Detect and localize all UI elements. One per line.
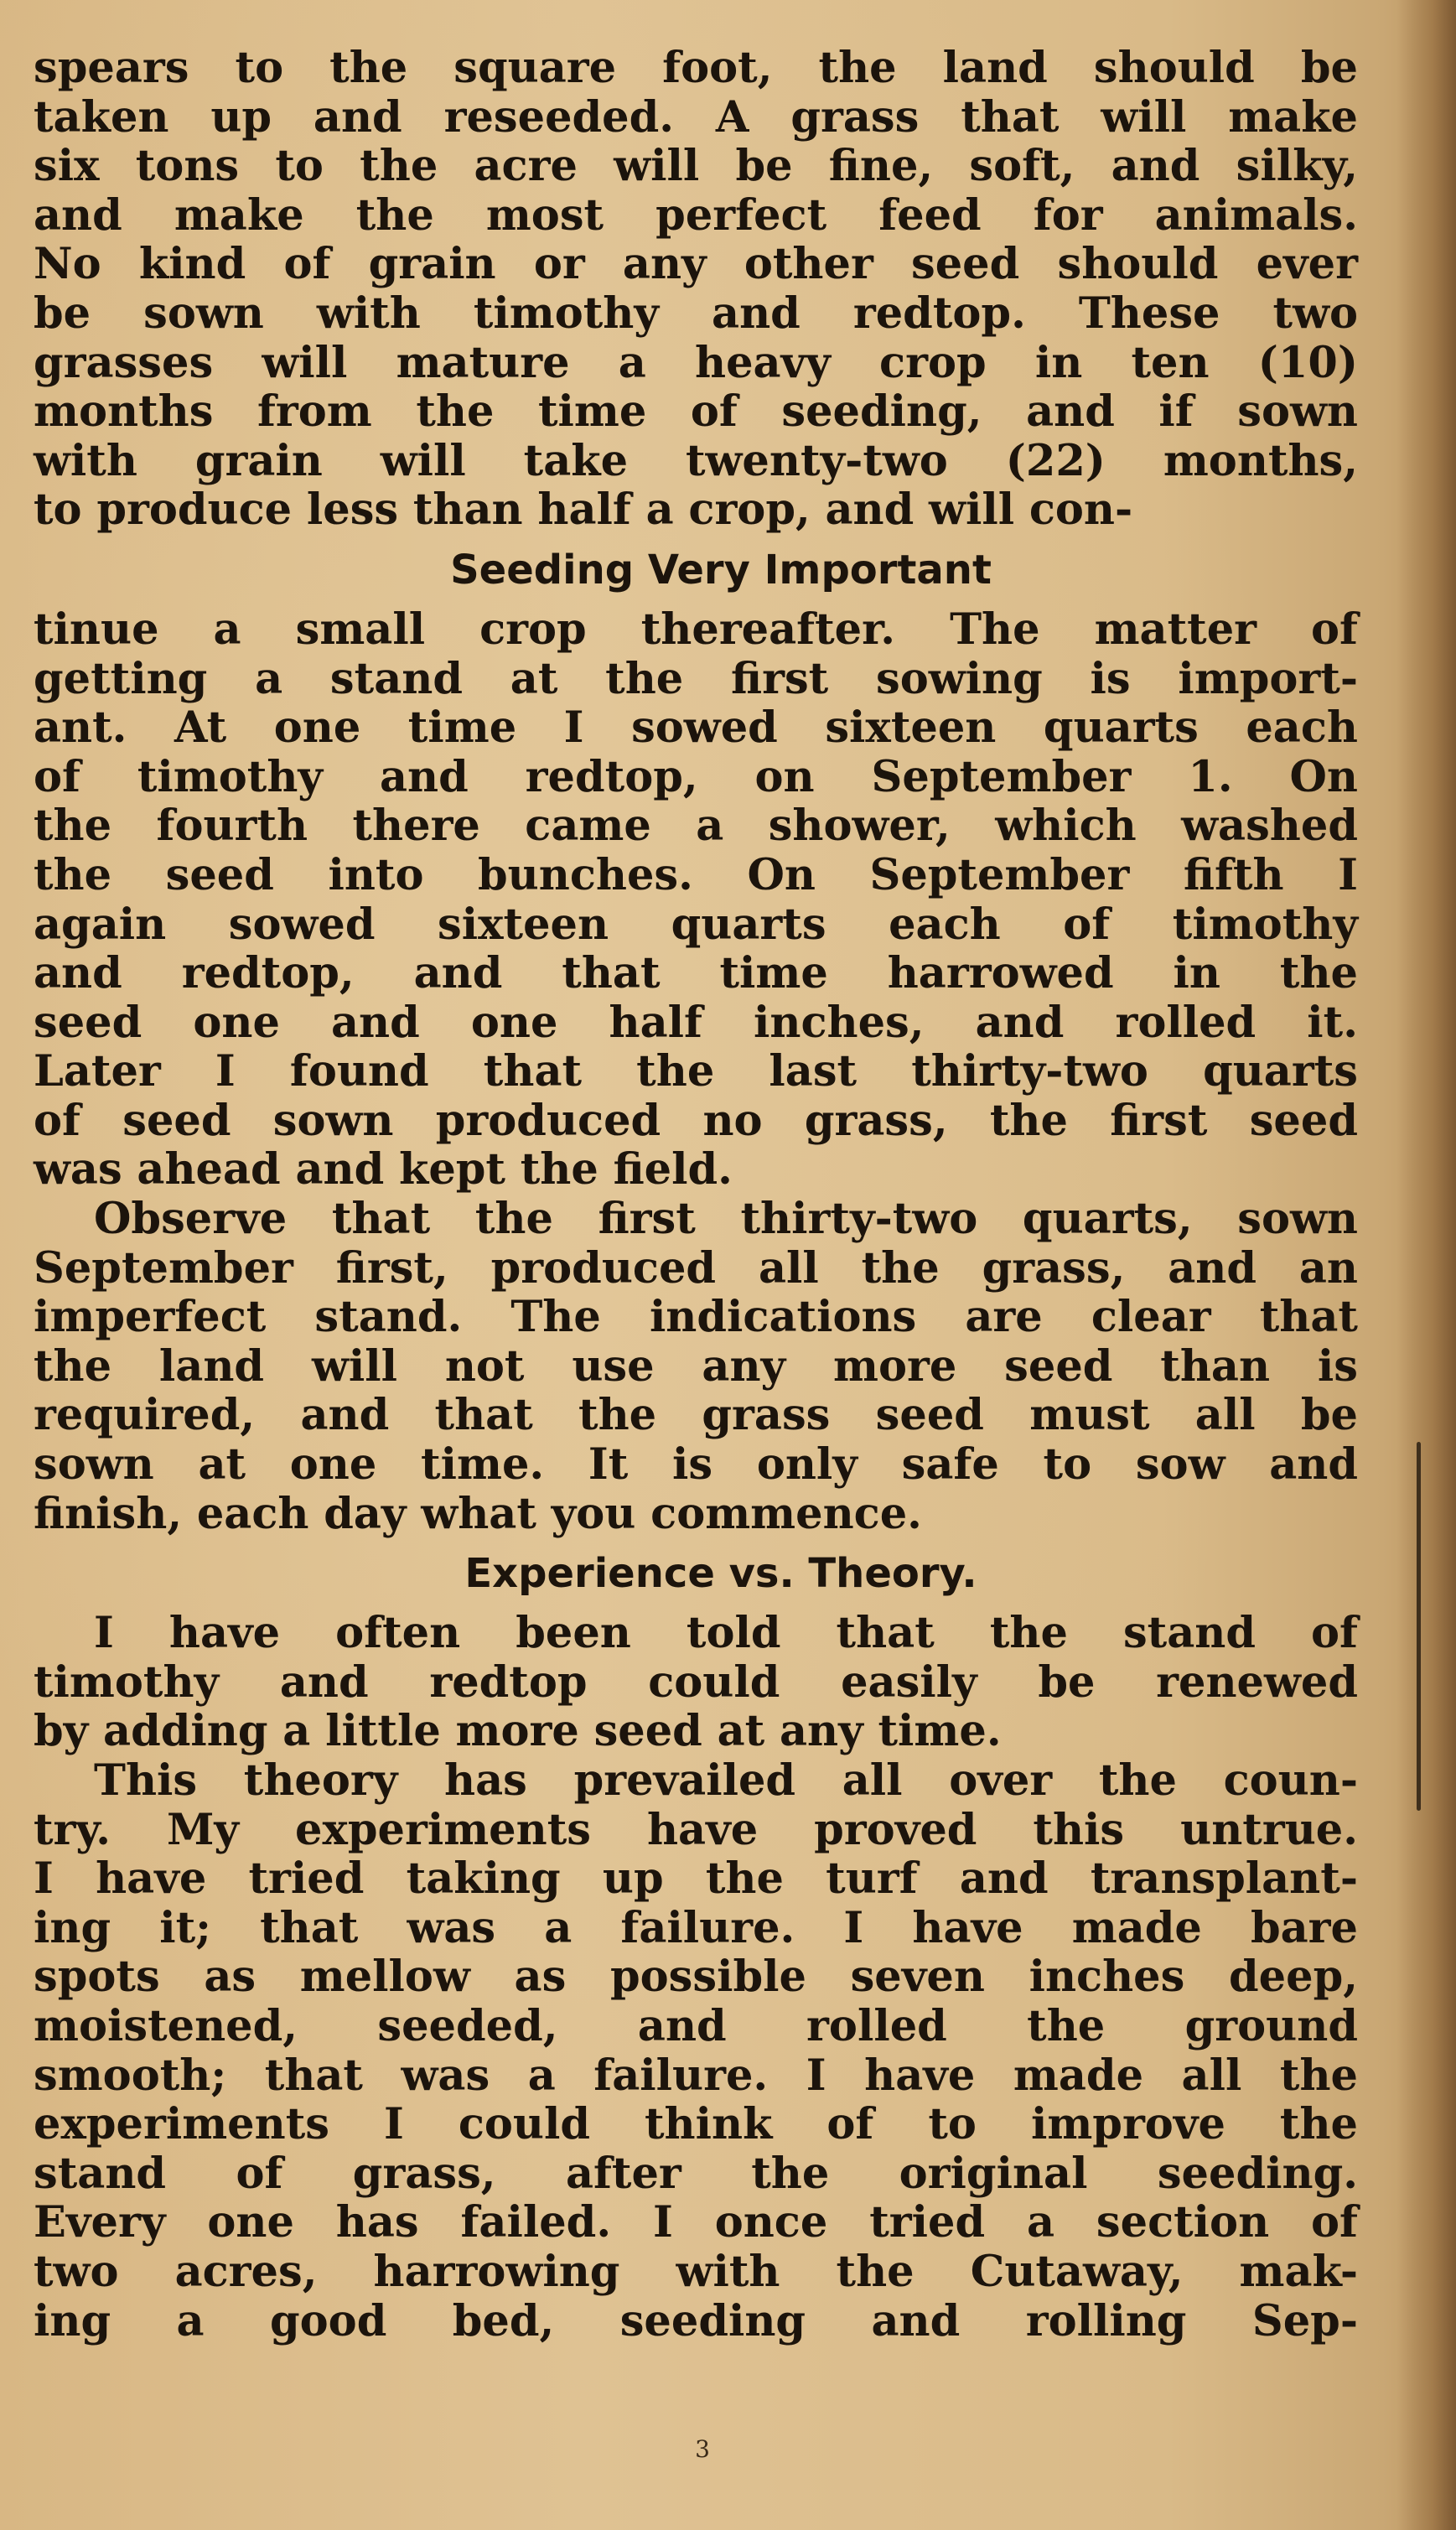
- text-line: spots as mellow as possible seven inches deep,: [34, 1952, 1358, 2003]
- text-line: months from the time of seeding, and if sown: [34, 386, 1358, 438]
- text-line: ing it; that was a failure. I have made bare: [34, 1902, 1358, 1953]
- text-line: try. My experiments have proved this untrue.: [34, 1804, 1358, 1855]
- text-line: was ahead and kept the field.: [34, 1144, 733, 1195]
- text-line: Later I found that the last thirty-two quarts: [34, 1046, 1358, 1097]
- text-line: seed one and one half inches, and rolled it.: [34, 997, 1358, 1048]
- text-line: I have often been told that the stand of: [94, 1608, 1358, 1659]
- text-line: ing a good bed, seeding and rolling Sep-: [34, 2295, 1358, 2346]
- text-line: Observe that the first thirty-two quarts, sown: [94, 1194, 1358, 1245]
- text-line: of seed sown produced no grass, the first seed: [34, 1095, 1358, 1146]
- text-line: spears to the square foot, the land should be: [34, 43, 1358, 93]
- text-line: six tons to the acre will be fine, soft, and silky,: [34, 141, 1358, 192]
- text-line: required, and that the grass seed must all be: [34, 1390, 1358, 1441]
- text-line: two acres, harrowing with the Cutaway, mak-: [34, 2246, 1358, 2297]
- text-line: by adding a little more seed at any time.: [34, 1706, 1002, 1757]
- body-text: [34, 44, 1358, 2346]
- text-line: and make the most perfect feed for animals.: [34, 189, 1358, 241]
- text-line: experiments I could think of to improve the: [34, 2099, 1358, 2150]
- text-line: timothy and redtop could easily be renewed: [34, 1656, 1358, 1708]
- text-line: ant. At one time I sowed sixteen quarts each: [34, 702, 1358, 754]
- text-line: This theory has prevailed all over the coun-: [94, 1755, 1358, 1806]
- text-line: I have tried taking up the turf and transplant-: [34, 1853, 1358, 1905]
- text-line: tinue a small crop thereafter. The matter of: [34, 604, 1358, 655]
- section-heading: Seeding Very Important: [450, 546, 992, 594]
- text-line: No kind of grain or any other seed should ever: [34, 239, 1358, 290]
- text-line: grasses will mature a heavy crop in ten (10): [34, 337, 1358, 388]
- text-line: the fourth there came a shower, which washed: [34, 801, 1358, 852]
- text-line: be sown with timothy and redtop. These two: [34, 288, 1358, 339]
- text-line: moistened, seeded, and rolled the ground: [34, 2000, 1358, 2051]
- text-line: imperfect stand. The indications are clear that: [34, 1292, 1358, 1343]
- text-line: the land will not use any more seed than is: [34, 1340, 1358, 1392]
- text-line: getting a stand at the first sowing is import-: [34, 653, 1358, 704]
- text-line: smooth; that was a failure. I have made all the: [34, 2050, 1358, 2101]
- text-line: and redtop, and that time harrowed in the: [34, 948, 1358, 999]
- page-gutter-shadow: [1397, 0, 1456, 2530]
- text-line: sown at one time. It is only safe to sow and: [34, 1439, 1358, 1491]
- text-line: September first, produced all the grass, and an: [34, 1242, 1358, 1294]
- section-heading: Experience vs. Theory.: [464, 1550, 977, 1598]
- text-line: Every one has failed. I once tried a section of: [34, 2197, 1358, 2248]
- text-line: of timothy and redtop, on September 1. On: [34, 751, 1358, 802]
- text-line: taken up and reseeded. A grass that will make: [34, 91, 1358, 143]
- page-folio: 3: [695, 2435, 710, 2463]
- text-line: again sowed sixteen quarts each of timothy: [34, 899, 1358, 950]
- text-line: the seed into bunches. On September fifth I: [34, 849, 1358, 900]
- page-edge-mark: [1417, 1442, 1421, 1811]
- text-line: finish, each day what you commence.: [34, 1488, 922, 1539]
- text-line: stand of grass, after the original seeding.: [34, 2148, 1358, 2199]
- text-line: with grain will take twenty-two (22) months,: [34, 435, 1358, 486]
- text-line: to produce less than half a crop, and will con-: [34, 485, 1133, 536]
